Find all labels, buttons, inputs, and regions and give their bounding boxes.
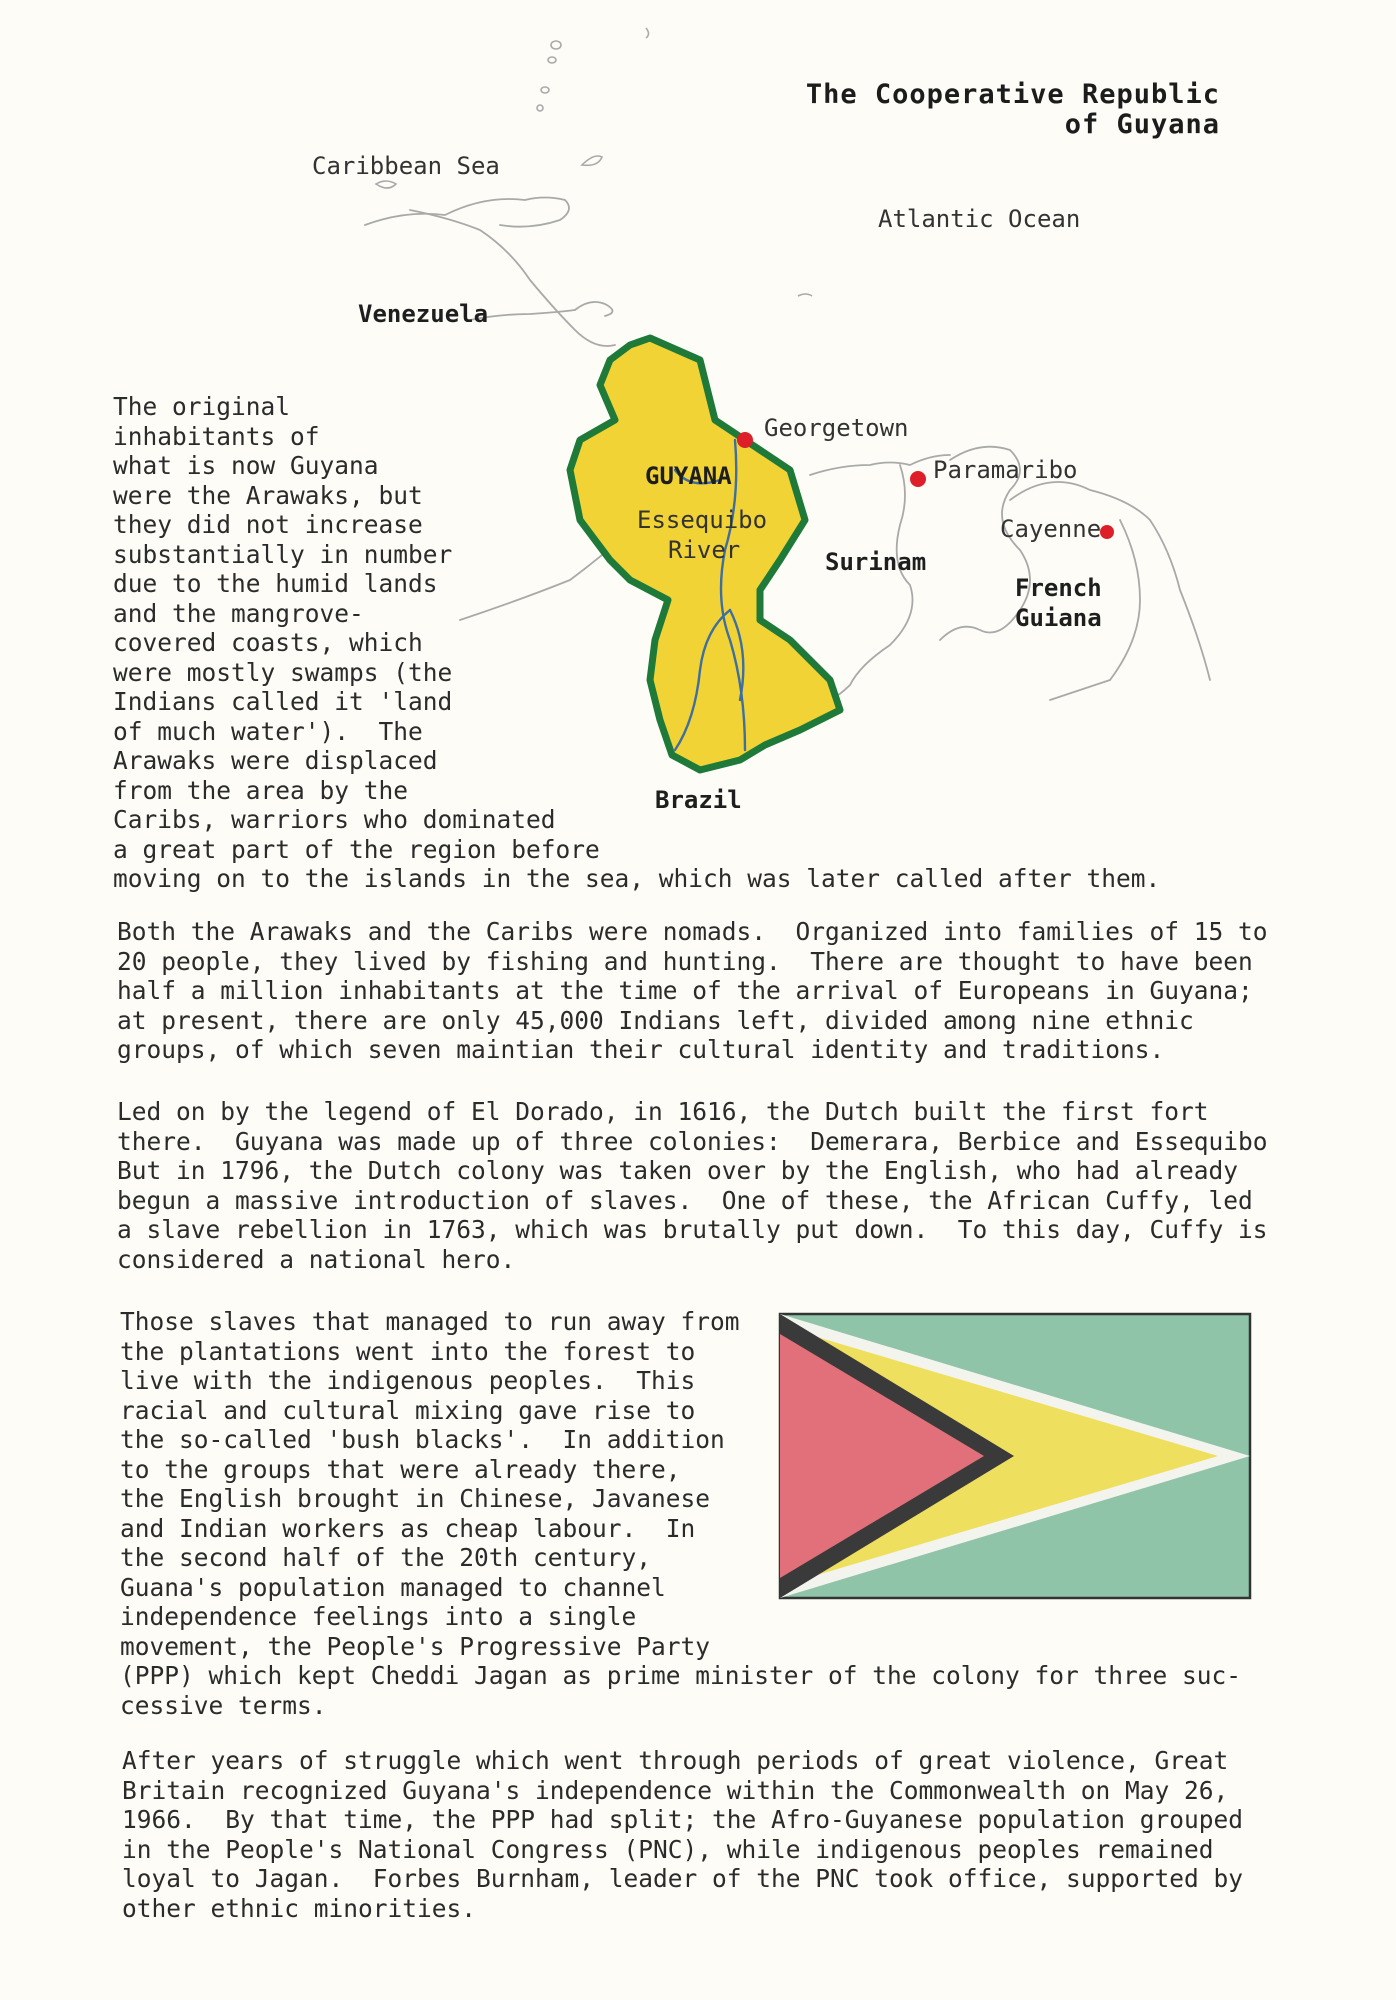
title-line-2: of Guyana (1064, 109, 1220, 140)
paragraph-5: After years of struggle which went through periods of great violence, Great Britain recognized Guyana's independence within the Commonwealth on May 26, 1966. By that time, the PPP had split; the Afro-Guyanese population grouped in the People's National Congress (PNC), while indigenous peoples remained loyal to Jagan. Forbes Burnham, leader of the PNC took office, supported by other ethnic minorities. (122, 1746, 1244, 1923)
label-georgetown: Georgetown (764, 414, 909, 442)
label-guiana: Guiana (1015, 604, 1102, 632)
label-venezuela: Venezuela (358, 300, 489, 328)
label-french: French (1015, 574, 1102, 602)
label-cayenne: Cayenne (1000, 515, 1102, 543)
label-river: River (668, 536, 741, 564)
paragraph-4: Those slaves that managed to run away from the plantations went into the forest to live with the indigenous peoples. This racial and cultural mixing gave rise to the so-called 'bush blacks'. In addition to the groups that were already there, the English brought in Chinese, Javanese and Indian workers as cheap labour. In the second half of the 20th century, Guana's population managed to channel independence feelings into a single movement, the People's Progressive Party (PPP) which kept Cheddi Jagan as prime minister of the colony for three suc- cessive terms. (120, 1307, 1242, 1720)
label-paramaribo: Paramaribo (933, 456, 1078, 484)
label-essequibo: Essequibo (637, 506, 768, 534)
paragraph-2: Both the Arawaks and the Caribs were nomads. Organized into families of 15 to 20 people, they lived by fishing and hunting. There are thought to have been half a million inhabitants at the time of the arrival of Europeans in Guyana; at present, there are only 45,000 Indians left, divided among nine ethnic groups, of which seven maintian their cultural identity and traditions. (117, 917, 1268, 1064)
label-caribbean-sea: Caribbean Sea (312, 152, 500, 180)
guyana-flag (778, 1312, 1252, 1600)
label-guyana: GUYANA (645, 462, 732, 490)
label-atlantic-ocean: Atlantic Ocean (878, 205, 1081, 233)
title-line-1: The Cooperative Republic (805, 79, 1220, 110)
label-brazil: Brazil (655, 786, 742, 814)
label-surinam: Surinam (825, 548, 927, 576)
paragraph-3: Led on by the legend of El Dorado, in 1616, the Dutch built the first fort there. Guyana was made up of three colonies: Demerara, Berbice and Essequibo But in 1796, the Dutch colony was taken over by the English, who had already begun a massive introduction of slaves. One of these, the African Cuffy, led a slave rebellion in 1763, which was brutally put down. To this day, Cuffy is considered a national hero. (117, 1097, 1268, 1274)
paragraph-1: The original inhabitants of what is now Guyana were the Arawaks, but they did not increase substantially in number due to the humid lands and the mangrove- covered coasts, which were mostly swamps (the Indians called it 'land of much water'). The Arawaks were displaced from the area by the Caribs, warriors who dominated a great part of the region before moving on to the islands in the sea, which was later called after them. (113, 392, 1161, 893)
